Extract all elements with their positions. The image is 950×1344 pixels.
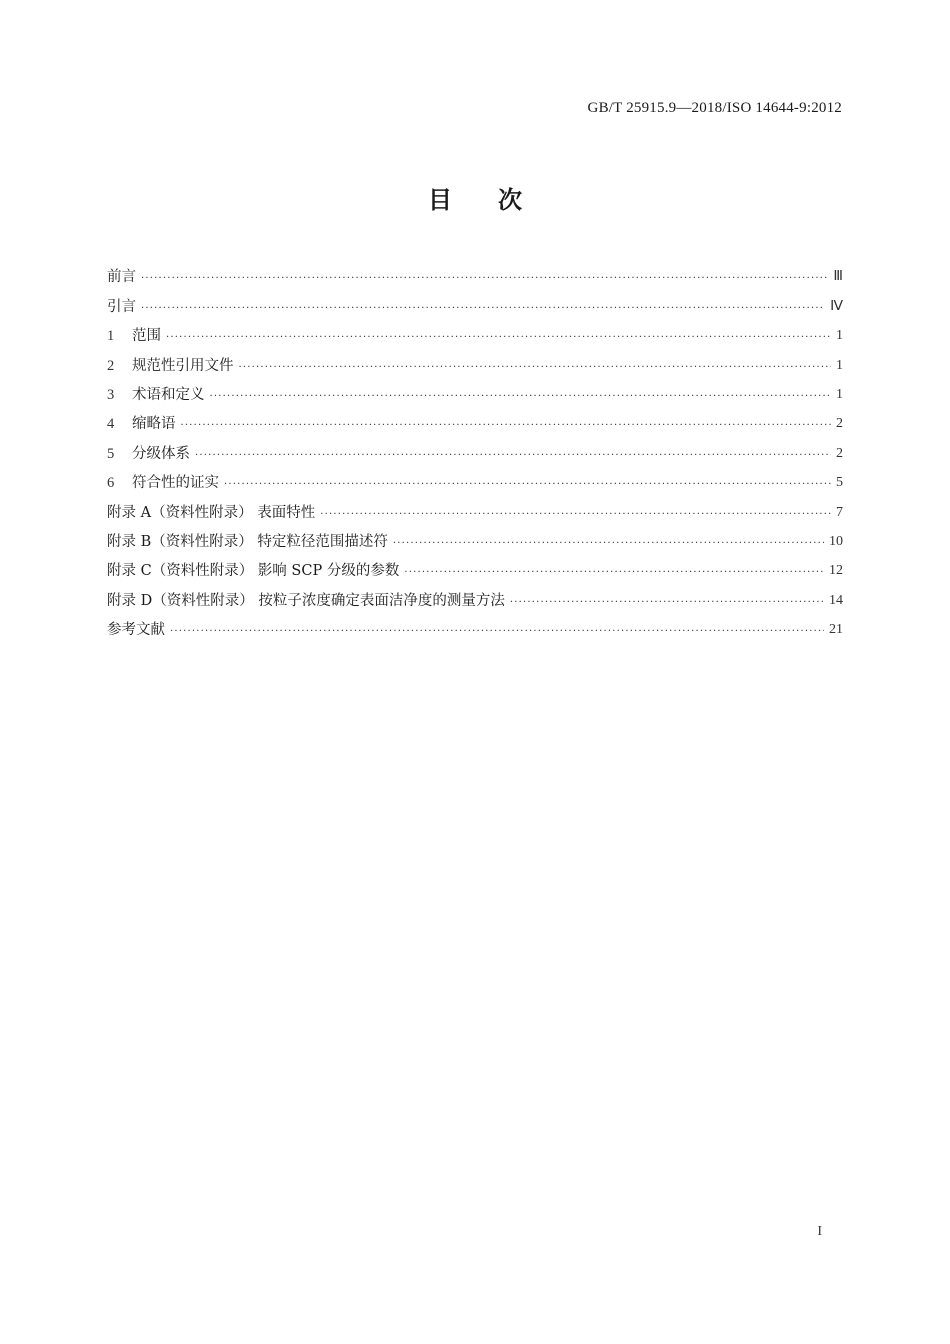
toc-entry-page: 21 bbox=[829, 622, 843, 638]
toc-entry-page: 1 bbox=[836, 386, 843, 402]
toc-dot-leader bbox=[166, 330, 831, 346]
toc-entry-label: 引言 bbox=[107, 298, 136, 315]
toc-entry-scope[interactable] bbox=[107, 317, 843, 346]
table-of-contents bbox=[107, 258, 843, 640]
toc-entry-number: 3 bbox=[107, 386, 115, 403]
toc-entry-label: 附录 C（资料性附录） 影响 SCP 分级的参数 bbox=[107, 563, 400, 580]
toc-entry-text: 缩略语 bbox=[132, 416, 176, 433]
toc-entry-label bbox=[107, 414, 176, 434]
document-header-standard-number: GB/T 25915.9—2018/ISO 14644-9:2012 bbox=[587, 100, 842, 116]
toc-entry-page: 12 bbox=[829, 563, 843, 579]
toc-dot-leader bbox=[141, 271, 828, 287]
toc-entry-text: 术语和定义 bbox=[132, 386, 205, 403]
toc-entry-text: 分级体系 bbox=[132, 445, 190, 462]
toc-entry-annex-d[interactable] bbox=[107, 581, 843, 610]
toc-entry-terms-definitions[interactable] bbox=[107, 376, 843, 405]
toc-entry-classification-system[interactable] bbox=[107, 434, 843, 463]
toc-entry-number: 5 bbox=[107, 445, 115, 462]
toc-dot-leader bbox=[404, 565, 824, 581]
toc-entry-page: 1 bbox=[836, 357, 843, 373]
toc-dot-leader bbox=[320, 507, 831, 523]
toc-entry-label: 附录 D（资料性附录） 按粒子浓度确定表面洁净度的测量方法 bbox=[107, 592, 505, 609]
toc-entry-label: 附录 B（资料性附录） 特定粒径范围描述符 bbox=[107, 533, 388, 550]
toc-dot-leader bbox=[141, 301, 825, 317]
toc-entry-foreword[interactable] bbox=[107, 258, 843, 287]
toc-entry-label bbox=[107, 444, 190, 464]
toc-entry-text: 范围 bbox=[132, 328, 161, 345]
toc-entry-label: 附录 A（资料性附录） 表面特性 bbox=[107, 504, 316, 521]
toc-entry-normative-references[interactable] bbox=[107, 346, 843, 375]
toc-entry-abbreviations[interactable] bbox=[107, 405, 843, 434]
toc-entry-label bbox=[107, 326, 161, 346]
toc-entry-demonstration-of-compliance[interactable] bbox=[107, 464, 843, 493]
toc-entry-label bbox=[107, 356, 234, 376]
toc-entry-text: 符合性的证实 bbox=[132, 475, 219, 492]
toc-entry-annex-a[interactable] bbox=[107, 493, 843, 522]
toc-entry-page: Ⅳ bbox=[830, 298, 843, 314]
page-number: I bbox=[817, 1224, 822, 1239]
toc-dot-leader bbox=[510, 595, 824, 611]
toc-entry-label bbox=[107, 385, 205, 405]
toc-entry-number: 1 bbox=[107, 328, 115, 345]
toc-entry-annex-b[interactable] bbox=[107, 523, 843, 552]
toc-entry-number: 4 bbox=[107, 416, 115, 433]
toc-dot-leader bbox=[170, 624, 824, 640]
toc-entry-text: 规范性引用文件 bbox=[132, 357, 234, 374]
toc-dot-leader bbox=[210, 389, 832, 405]
toc-dot-leader bbox=[195, 448, 831, 464]
toc-entry-label: 参考文献 bbox=[107, 622, 165, 639]
toc-entry-annex-c[interactable] bbox=[107, 552, 843, 581]
toc-entry-number: 6 bbox=[107, 475, 115, 492]
toc-dot-leader bbox=[181, 418, 832, 434]
toc-entry-page: 2 bbox=[836, 416, 843, 432]
toc-entry-page: 7 bbox=[836, 504, 843, 520]
toc-entry-label: 前言 bbox=[107, 269, 136, 286]
toc-entry-number: 2 bbox=[107, 357, 115, 374]
page-title: 目次 bbox=[428, 186, 568, 214]
toc-entry-page: Ⅲ bbox=[833, 269, 843, 285]
toc-entry-page: 10 bbox=[829, 533, 843, 549]
toc-entry-label bbox=[107, 473, 219, 493]
toc-dot-leader bbox=[393, 536, 824, 552]
toc-entry-page: 14 bbox=[829, 592, 843, 608]
toc-dot-leader bbox=[239, 360, 832, 376]
toc-entry-page: 5 bbox=[836, 475, 843, 491]
toc-entry-introduction[interactable] bbox=[107, 287, 843, 316]
toc-entry-page: 1 bbox=[836, 328, 843, 344]
toc-entry-page: 2 bbox=[836, 445, 843, 461]
toc-entry-bibliography[interactable] bbox=[107, 611, 843, 640]
toc-dot-leader bbox=[224, 477, 831, 493]
